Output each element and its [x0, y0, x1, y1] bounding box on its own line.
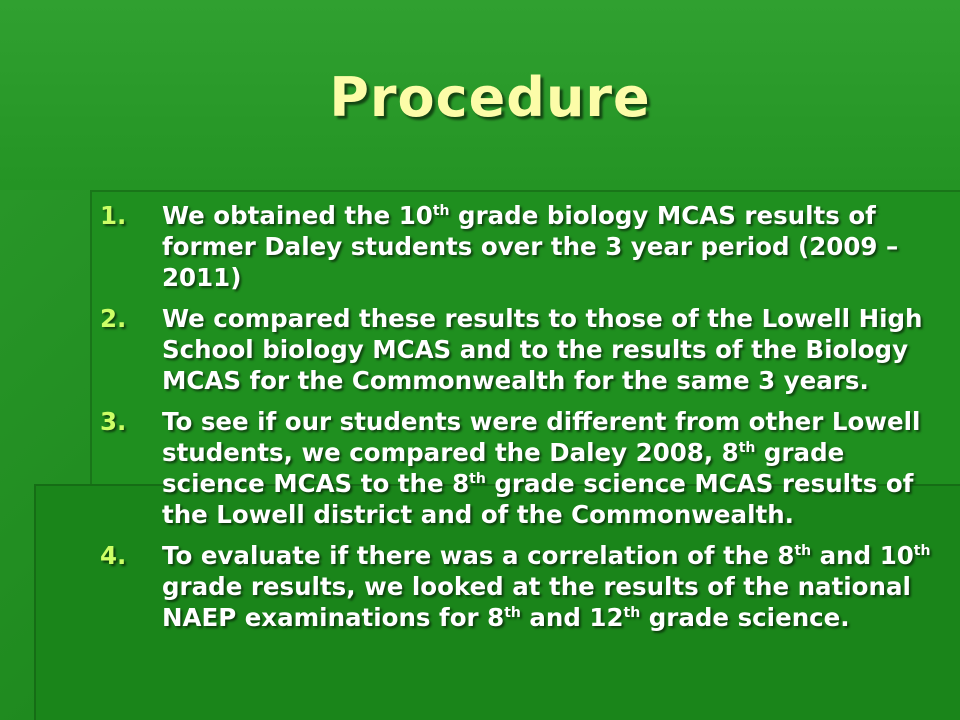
list-item-text: We obtained the 10th grade biology MCAS results of former Daley students over the 3 year period (2009 – 2011) [162, 201, 899, 292]
list-item-text: To see if our students were different from other Lowell students, we compared the Daley 2008, 8th grade science MCAS to the 8th grade science MCAS results of the Lowell district and of the Commonwealth. [162, 407, 921, 529]
list-number: 2. [100, 304, 127, 333]
slide-title: Procedure [329, 66, 651, 129]
list-number: 1. [100, 201, 127, 230]
procedure-list [100, 200, 940, 643]
list-item-text: To evaluate if there was a correlation of the 8th and 10th grade results, we looked at the results of the national NAEP examinations for 8th and 12th grade science. [162, 541, 931, 632]
list-item-text: We compared these results to those of the Lowell High School biology MCAS and to the results of the Biology MCAS for the Commonwealth for the same 3 years. [162, 304, 923, 395]
list-item-4 [100, 540, 940, 633]
list-number: 4. [100, 541, 127, 570]
list-item-2 [100, 303, 940, 396]
list-item-3 [100, 406, 940, 530]
list-item-1 [100, 200, 940, 293]
list-number: 3. [100, 407, 127, 436]
